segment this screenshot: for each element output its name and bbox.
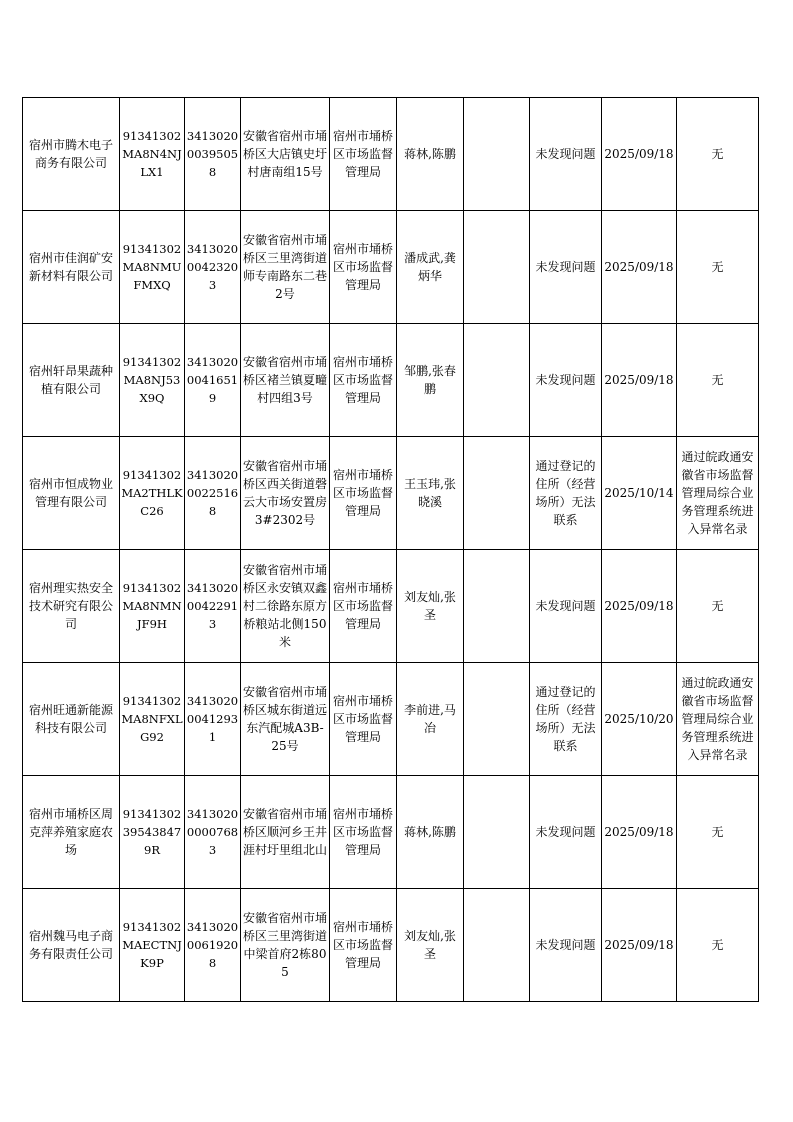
credit-code-cell: 91341302MA8NMNJF9H [120,550,185,663]
table-row [23,324,759,437]
authority-cell: 宿州市埇桥区市场监督管理局 [330,889,397,1002]
authority-cell: 宿州市埇桥区市场监督管理局 [330,98,397,211]
action-cell: 无 [677,98,759,211]
address-cell: 安徽省宿州市埇桥区褚兰镇夏疃村四组3号 [241,324,330,437]
action-cell: 无 [677,324,759,437]
result-cell: 通过登记的住所（经营场所）无法联系 [530,663,602,776]
date-cell: 2025/09/18 [602,324,677,437]
registration-number-cell: 341302000423203 [185,211,241,324]
table-row [23,663,759,776]
date-cell: 2025/09/18 [602,211,677,324]
table-row [23,776,759,889]
inspectors-cell: 蒋林,陈鹏 [397,98,464,211]
credit-code-cell: 91341302MA8NMUFMXQ [120,211,185,324]
date-cell: 2025/09/18 [602,776,677,889]
result-cell: 通过登记的住所（经营场所）无法联系 [530,437,602,550]
result-cell: 未发现问题 [530,98,602,211]
table-row [23,211,759,324]
empty-cell [464,776,530,889]
table-row [23,889,759,1002]
inspection-results-table [22,97,759,1002]
empty-cell [464,663,530,776]
authority-cell: 宿州市埇桥区市场监督管理局 [330,663,397,776]
date-cell: 2025/10/14 [602,437,677,550]
address-cell: 安徽省宿州市埇桥区城东街道远东汽配城A3B-25号 [241,663,330,776]
authority-cell: 宿州市埇桥区市场监督管理局 [330,776,397,889]
registration-number-cell: 341302000422913 [185,550,241,663]
inspectors-cell: 李前进,马冶 [397,663,464,776]
company-name-cell: 宿州市腾木电子商务有限公司 [23,98,120,211]
registration-number-cell: 341302000412931 [185,663,241,776]
authority-cell: 宿州市埇桥区市场监督管理局 [330,437,397,550]
address-cell: 安徽省宿州市埇桥区三里湾街道中梁首府2栋805 [241,889,330,1002]
credit-code-cell: 91341302MA8NJ53X9Q [120,324,185,437]
empty-cell [464,324,530,437]
company-name-cell: 宿州市佳润矿安新材料有限公司 [23,211,120,324]
registration-number-cell: 341302000225168 [185,437,241,550]
result-cell: 未发现问题 [530,776,602,889]
credit-code-cell: 91341302395438479R [120,776,185,889]
date-cell: 2025/09/18 [602,889,677,1002]
empty-cell [464,211,530,324]
address-cell: 安徽省宿州市埇桥区大店镇史圩村唐南组15号 [241,98,330,211]
company-name-cell: 宿州旺通新能源科技有限公司 [23,663,120,776]
action-cell: 无 [677,211,759,324]
result-cell: 未发现问题 [530,324,602,437]
inspectors-cell: 邹鹏,张春鹏 [397,324,464,437]
company-name-cell: 宿州魏马电子商务有限责任公司 [23,889,120,1002]
empty-cell [464,98,530,211]
registration-number-cell: 341302000416519 [185,324,241,437]
empty-cell [464,437,530,550]
registration-number-cell: 341302000619208 [185,889,241,1002]
credit-code-cell: 91341302MAECTNJK9P [120,889,185,1002]
company-name-cell: 宿州理实热安全技术研究有限公司 [23,550,120,663]
table-body [23,98,759,1002]
company-name-cell: 宿州轩昂果蔬种植有限公司 [23,324,120,437]
table-row [23,437,759,550]
credit-code-cell: 91341302MA8NFXLG92 [120,663,185,776]
address-cell: 安徽省宿州市埇桥区三里湾街道师专南路东二巷2号 [241,211,330,324]
date-cell: 2025/09/18 [602,98,677,211]
date-cell: 2025/10/20 [602,663,677,776]
credit-code-cell: 91341302MA8N4NJLX1 [120,98,185,211]
authority-cell: 宿州市埇桥区市场监督管理局 [330,550,397,663]
inspectors-cell: 蒋林,陈鹏 [397,776,464,889]
address-cell: 安徽省宿州市埇桥区顺河乡王井涯村圩里组北山 [241,776,330,889]
table-row [23,98,759,211]
credit-code-cell: 91341302MA2THLKC26 [120,437,185,550]
result-cell: 未发现问题 [530,889,602,1002]
empty-cell [464,550,530,663]
action-cell: 无 [677,889,759,1002]
inspectors-cell: 刘友灿,张圣 [397,889,464,1002]
action-cell: 通过皖政通安徽省市场监督管理局综合业务管理系统进入异常名录 [677,663,759,776]
result-cell: 未发现问题 [530,550,602,663]
action-cell: 无 [677,776,759,889]
inspectors-cell: 刘友灿,张圣 [397,550,464,663]
inspectors-cell: 王玉玮,张晓溪 [397,437,464,550]
registration-number-cell: 341302000007683 [185,776,241,889]
inspectors-cell: 潘成武,龚炳华 [397,211,464,324]
company-name-cell: 宿州市埇桥区周克萍养殖家庭农场 [23,776,120,889]
authority-cell: 宿州市埇桥区市场监督管理局 [330,211,397,324]
date-cell: 2025/09/18 [602,550,677,663]
address-cell: 安徽省宿州市埇桥区永安镇双鑫村二徐路东原方桥粮站北侧150米 [241,550,330,663]
registration-number-cell: 341302000395058 [185,98,241,211]
result-cell: 未发现问题 [530,211,602,324]
address-cell: 安徽省宿州市埇桥区西关街道磬云大市场安置房3#2302号 [241,437,330,550]
company-name-cell: 宿州市恒成物业管理有限公司 [23,437,120,550]
action-cell: 无 [677,550,759,663]
empty-cell [464,889,530,1002]
action-cell: 通过皖政通安徽省市场监督管理局综合业务管理系统进入异常名录 [677,437,759,550]
table-row [23,550,759,663]
authority-cell: 宿州市埇桥区市场监督管理局 [330,324,397,437]
